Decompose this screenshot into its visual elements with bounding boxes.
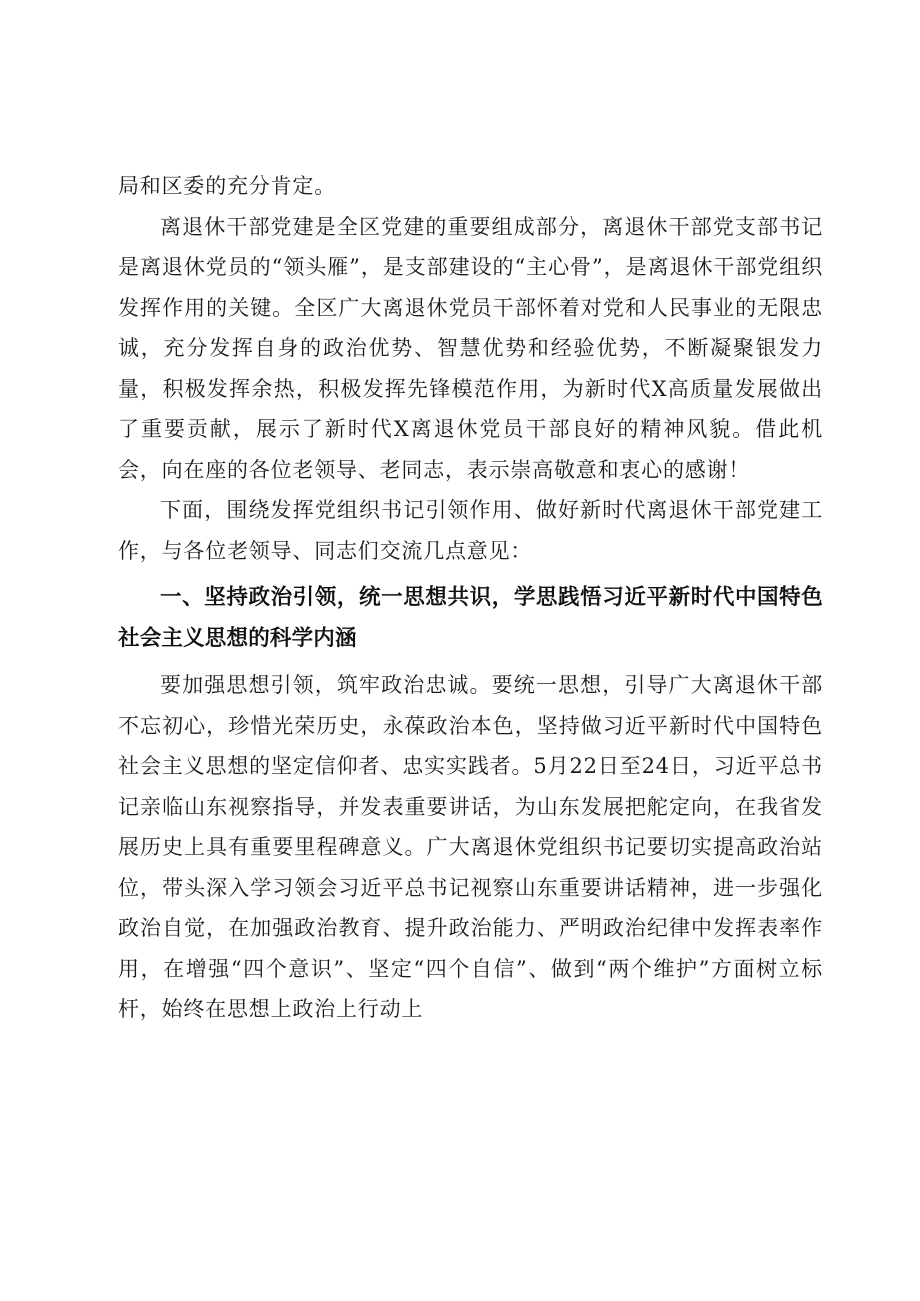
section-heading-one: 一、坚持政治引领，统一思想共识，学思践悟习近平新时代中国特色社会主义思想的科学内涵 (118, 585, 823, 651)
paragraph-political-guidance: 要加强思想引领，筑牢政治忠诚。要统一思想，引导广大离退休干部不忘初心，珍惜光荣历史，永葆政治本色，坚持做习近平新时代中国特色社会主义思想的坚定信仰者、忠实实践者。5月22日至24日，习近平总书记亲临山东视察指导，并发表重要讲话，为山东发展把舵定向，在我省发展历史上具有重要里程碑意义。广大离退休党组织书记要切实提高政治站位，带头深入学习领会习近平总书记视察山东重要讲话精神，进一步强化政治自觉，在加强政治教育、提升政治能力、严明政治纪律中发挥表率作用，在增强“四个意识”、坚定“四个自信”、做到“两个维护”方面树立标杆，始终在思想上政治上行动上 (118, 673, 823, 1021)
paragraph-introduction: 下面，围绕发挥党组织书记引领作用、做好新时代离退休干部党建工作，与各位老领导、同志们交流几点意见： (118, 498, 823, 563)
document-body (118, 166, 823, 1030)
paragraph-party-building: 离退休干部党建是全区党建的重要组成部分，离退休干部党支部书记是离退休党员的“领头雁”，是支部建设的“主心骨”，是离退休干部党组织发挥作用的关键。全区广大离退休党员干部怀着对党和人民事业的无限忠诚，充分发挥自身的政治优势、智慧优势和经验优势，不断凝聚银发力量，积极发挥余热，积极发挥先锋模范作用，为新时代X高质量发展做出了重要贡献，展示了新时代X离退休党员干部良好的精神风貌。借此机会，向在座的各位老领导、老同志，表示崇高敬意和衷心的感谢！ (118, 214, 823, 482)
paragraph-continuation: 局和区委的充分肯定。 (118, 174, 336, 198)
